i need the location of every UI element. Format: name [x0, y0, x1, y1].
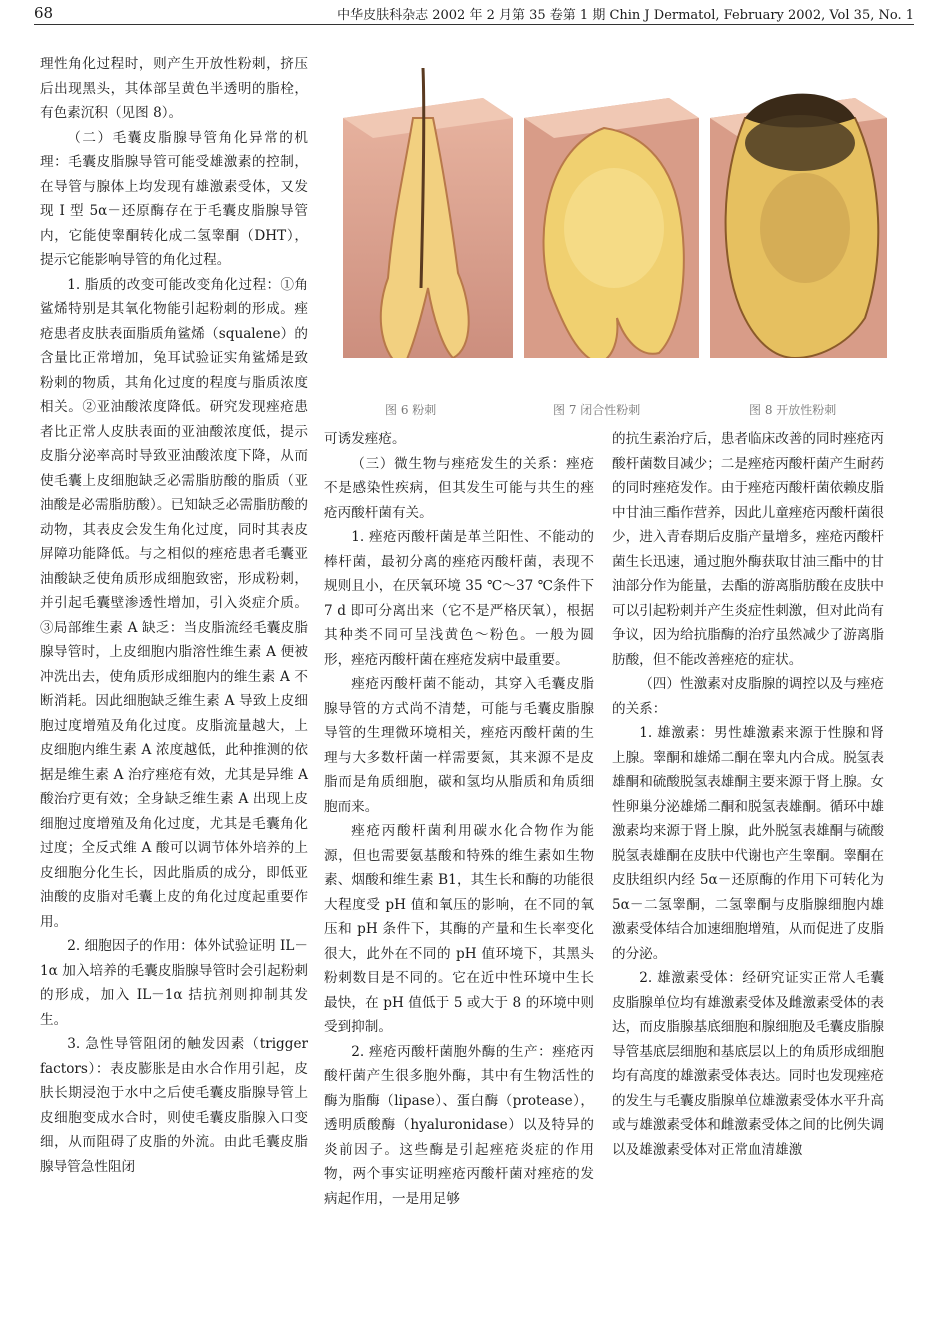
figure-6-illustration — [333, 58, 517, 398]
figure-8-caption: 图 8 开放性粉刺 — [749, 403, 837, 417]
paragraph: 可诱发痤疮。 — [324, 431, 406, 447]
paragraph: 1. 雄激素：男性雄激素来源于性腺和肾上腺。睾酮和雄烯二酮在睾丸内合成。脱氢表雄酮和硫酸脱氢表雄酮主要来源于肾上腺。女性卵巢分泌雄烯二酮和脱氢表雄酮。循环中雄激素均来源于肾上腺，此外脱氢表雄酮与硫酸脱氢表雄酮在皮肤中代谢也产生睾酮。睾酮在皮肤组织内经 5α－还原酶的作用下可转化为 5α－二氢睾酮，二氢睾酮与皮脂腺细胞内雄激素受体结合加速细胞增殖，从而促进了皮脂的分泌。 — [612, 725, 884, 962]
text-column-1 — [40, 52, 308, 1179]
figure-6-caption: 图 6 粉刺 — [385, 403, 437, 417]
paragraph: （四）性激素对皮脂腺的调控以及与痤疮的关系： — [612, 676, 884, 717]
paragraph: （三）微生物与痤疮发生的关系：痤疮不是感染性疾病，但其发生可能与共生的痤疮丙酸杆菌有关。 — [324, 455, 594, 521]
paragraph: 1. 痤疮丙酸杆菌是革兰阳性、不能动的棒杆菌，最初分离的痤疮丙酸杆菌，表现不规则且小，在厌氧环境 35 ℃～37 ℃条件下 7 d 即可分离出来（它不是严格厌氧），根据其种类不同可呈浅黄色～粉色。一般为圆形，痤疮丙酸杆菌在痤疮发病中最重要。 — [324, 529, 594, 668]
paragraph: 痤疮丙酸杆菌利用碳水化合物作为能源，但也需要氨基酸和特殊的维生素如生物素、烟酸和维生素 B1，其生长和酶的功能很大程度受 pH 值和氧压的影响，在不同的氧压和 pH 条件下，其酶的产量和生长率变化很大，此外在不同的 pH 值环境下，其黑头粉刺数目是不同的。它在近中性环境中生长最快，在 pH 值低于 5 或大于 8 的环境中则受到抑制。 — [324, 823, 594, 1035]
page-number: 68 — [34, 4, 54, 22]
page-header — [0, 0, 950, 24]
figure-7-caption: 图 7 闭合性粉刺 — [553, 403, 641, 417]
paragraph: 的抗生素治疗后，患者临床改善的同时痤疮丙酸杆菌数目减少；二是痤疮丙酸杆菌产生耐药的同时痤疮发作。由于痤疮丙酸杆菌依赖皮脂中甘油三酯作营养，因此儿童痤疮丙酸杆菌很少，进入青春期后皮脂产量增多，痤疮丙酸杆菌生长迅速，通过胞外酶获取甘油三酯中的甘油部分作为能量，去酯的游离脂肪酸在皮肤中可以引起粉刺并产生炎症性刺激，但对此尚有争议，因为给抗脂酶的治疗虽然减少了游离脂肪酸，但不能改善痤疮的症状。 — [612, 431, 884, 668]
text-column-3 — [612, 427, 884, 1162]
figure-comedones — [333, 58, 891, 422]
paragraph: 2. 细胞因子的作用：体外试验证明 IL－1α 加入培养的毛囊皮脂腺导管时会引起粉刺的形成，加入 IL－1α 拮抗剂则抑制其发生。 — [40, 938, 308, 1028]
journal-citation: 中华皮肤科杂志 2002 年 2 月第 35 卷第 1 期 Chin J Dermatol, February 2002, Vol 35, No. 1 — [337, 8, 914, 23]
paragraph: 理性角化过程时，则产生开放性粉刺，挤压后出现黑头，其体部呈黄色半透明的脂栓，有色素沉积（见图 8）。 — [40, 56, 308, 121]
paragraph: （二）毛囊皮脂腺导管角化异常的机理：毛囊皮脂腺导管可能受雄激素的控制，在导管与腺体上均发现有雄激素受体，又发现 I 型 5α－还原酶存在于毛囊皮脂腺导管内，它能使睾酮转化成二氢睾酮（DHT），提示它能影响导管的角化过程。 — [40, 129, 308, 268]
text-column-2 — [324, 427, 594, 1211]
figure-8-illustration — [705, 58, 889, 398]
paragraph: 3. 急性导管阻闭的触发因素（trigger factors）：表皮膨胀是由水合作用引起，皮肤长期浸泡于水中之后使毛囊皮脂腺导管上皮细胞变成水合时，则使毛囊皮脂腺入口变细，从而阻碍了皮脂的外流。由此毛囊皮脂腺导管急性阻闭 — [40, 1036, 308, 1175]
header-rule — [34, 24, 914, 25]
figure-7-illustration — [519, 58, 703, 398]
paragraph: 1. 脂质的改变可能改变角化过程：①角鲨烯特别是其氧化物能引起粉刺的形成。痤疮患者皮肤表面脂质角鲨烯（squalene）的含量比正常增加，兔耳试验证实角鲨烯是致粉刺的物质，其角化过度的程度与脂质浓度相关。②亚油酸浓度降低。研究发现痤疮患者比正常人皮肤表面的亚油酸浓度低，提示皮脂分泌率高时导致亚油酸浓度下降，从而使毛囊上皮细胞缺乏必需脂肪酸的脂质（亚油酸是必需脂肪酸）。已知缺乏必需脂肪酸的动物，其表皮会发生角化过度，同时其表皮屏障功能降低。与之相似的痤疮患者毛囊亚油酸缺乏使角质形成细胞致密，形成粉刺，并引起毛囊壁渗透性增加，引入炎症介质。③局部维生素 A 缺乏：当皮脂流经毛囊皮脂腺导管时，上皮细胞内脂溶性维生素 A 便被冲洗出去，使角质形成细胞内的维生素 A 不断消耗。因此细胞缺乏维生素 A 导致上皮细胞过度增殖及角化过度。皮脂流量越大，上皮细胞内维生素 A 浓度越低，此种推测的依据是维生素 A 治疗痤疮有效，尤其是异维 A 酸治疗更有效；全身缺乏维生素 A 出现上皮细胞过度增殖及角化过度，尤其是毛囊角化过度；全反式维 A 酸可以调节体外培养的上皮细胞分化生长，因此脂质的成分，即低亚油酸的皮脂对毛囊上皮的角化过度起重要作用。 — [40, 276, 308, 930]
paragraph: 2. 雄激素受体：经研究证实正常人毛囊皮脂腺单位均有雄激素受体及雌激素受体的表达，而皮脂腺基底细胞和腺细胞及毛囊皮脂腺导管基底层细胞和基底层以上的角质形成细胞均有高度的雄激素受体表达。同时也发现痤疮的发生与毛囊皮脂腺单位雄激素受体水平升高或与雄激素受体和雌激素受体之间的比例失调以及雄激素受体对正常血清雄激 — [612, 970, 884, 1158]
paragraph: 痤疮丙酸杆菌不能动，其穿入毛囊皮脂腺导管的方式尚不清楚，可能与毛囊皮脂腺导管的生理微环境相关，痤疮丙酸杆菌的生理与大多数杆菌一样需要氮，其来源不是皮脂而是角质细胞，碳和氢均从脂质和角质细胞而来。 — [324, 676, 594, 815]
paragraph: 2. 痤疮丙酸杆菌胞外酶的生产：痤疮丙酸杆菌产生很多胞外酶，其中有生物活性的酶为脂酶（lipase）、蛋白酶（protease），透明质酸酶（hyaluronidase）以及特异的炎前因子。这些酶是引起痤疮炎症的作用物，两个事实证明痤疮丙酸杆菌对痤疮的发病起作用，一是用足够 — [324, 1043, 594, 1207]
